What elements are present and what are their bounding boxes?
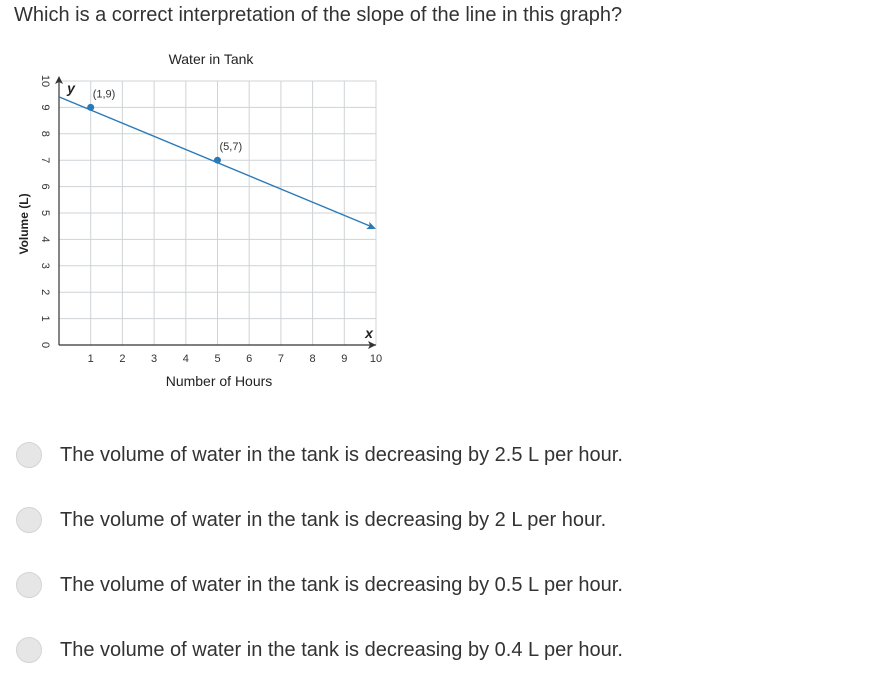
y-tick-label-9: 9	[39, 104, 51, 111]
radio-button[interactable]	[16, 572, 42, 598]
x-tick-label-9: 9	[341, 353, 348, 365]
x-tick-label-10: 10	[369, 353, 383, 365]
x-axis-label: Number of Hours	[165, 373, 273, 389]
choice-2-l-per-hour[interactable]	[16, 500, 606, 540]
x-tick-label-7: 7	[277, 353, 284, 365]
chart-title: Water in Tank	[168, 51, 254, 67]
radio-button[interactable]	[16, 442, 42, 468]
point-label-1: (1,9)	[92, 88, 116, 101]
x-tick-label-4: 4	[182, 353, 189, 365]
y-tick-label-5: 5	[39, 209, 51, 217]
x-tick-label-2: 2	[119, 353, 126, 365]
radio-button[interactable]	[16, 507, 42, 533]
y-tick-label-6: 6	[39, 183, 51, 190]
y-tick-label-7: 7	[39, 157, 51, 164]
x-tick-label-1: 1	[87, 353, 94, 365]
point-label-2: (5,7)	[219, 141, 243, 154]
y-tick-label-4: 4	[39, 236, 51, 243]
y-axis-letter: y	[67, 80, 75, 96]
choice-label: The volume of water in the tank is decreasing by 0.4 L per hour.	[60, 638, 623, 661]
y-tick-label-2: 2	[39, 289, 51, 296]
x-axis-letter: x	[365, 325, 373, 341]
y-axis-label: Volume (L)	[17, 193, 31, 255]
y-tick-label-1: 1	[39, 315, 51, 322]
y-tick-label-10: 10	[39, 74, 51, 88]
radio-button[interactable]	[16, 637, 42, 663]
grid	[59, 81, 376, 345]
data-point-1	[87, 104, 94, 111]
y-tick-label-0: 0	[39, 341, 51, 349]
choice-label: The volume of water in the tank is decreasing by 0.5 L per hour.	[60, 573, 623, 596]
water-tank-chart	[0, 40, 400, 400]
choice-2-5-l-per-hour[interactable]	[16, 435, 623, 475]
question-text: Which is a correct interpretation of the slope of the line in this graph?	[14, 4, 623, 26]
choice-label: The volume of water in the tank is decreasing by 2 L per hour.	[60, 508, 607, 531]
x-tick-label-3: 3	[151, 353, 158, 365]
choice-0-4-l-per-hour[interactable]	[16, 630, 623, 670]
x-tick-label-8: 8	[309, 353, 316, 365]
x-tick-label-5: 5	[214, 353, 221, 365]
x-tick-label-6: 6	[246, 353, 253, 365]
choice-0-5-l-per-hour[interactable]	[16, 565, 623, 605]
y-tick-label-8: 8	[39, 130, 51, 137]
choice-label: The volume of water in the tank is decreasing by 2.5 L per hour.	[60, 443, 623, 466]
y-tick-label-3: 3	[39, 262, 51, 269]
data-point-2	[214, 157, 221, 164]
